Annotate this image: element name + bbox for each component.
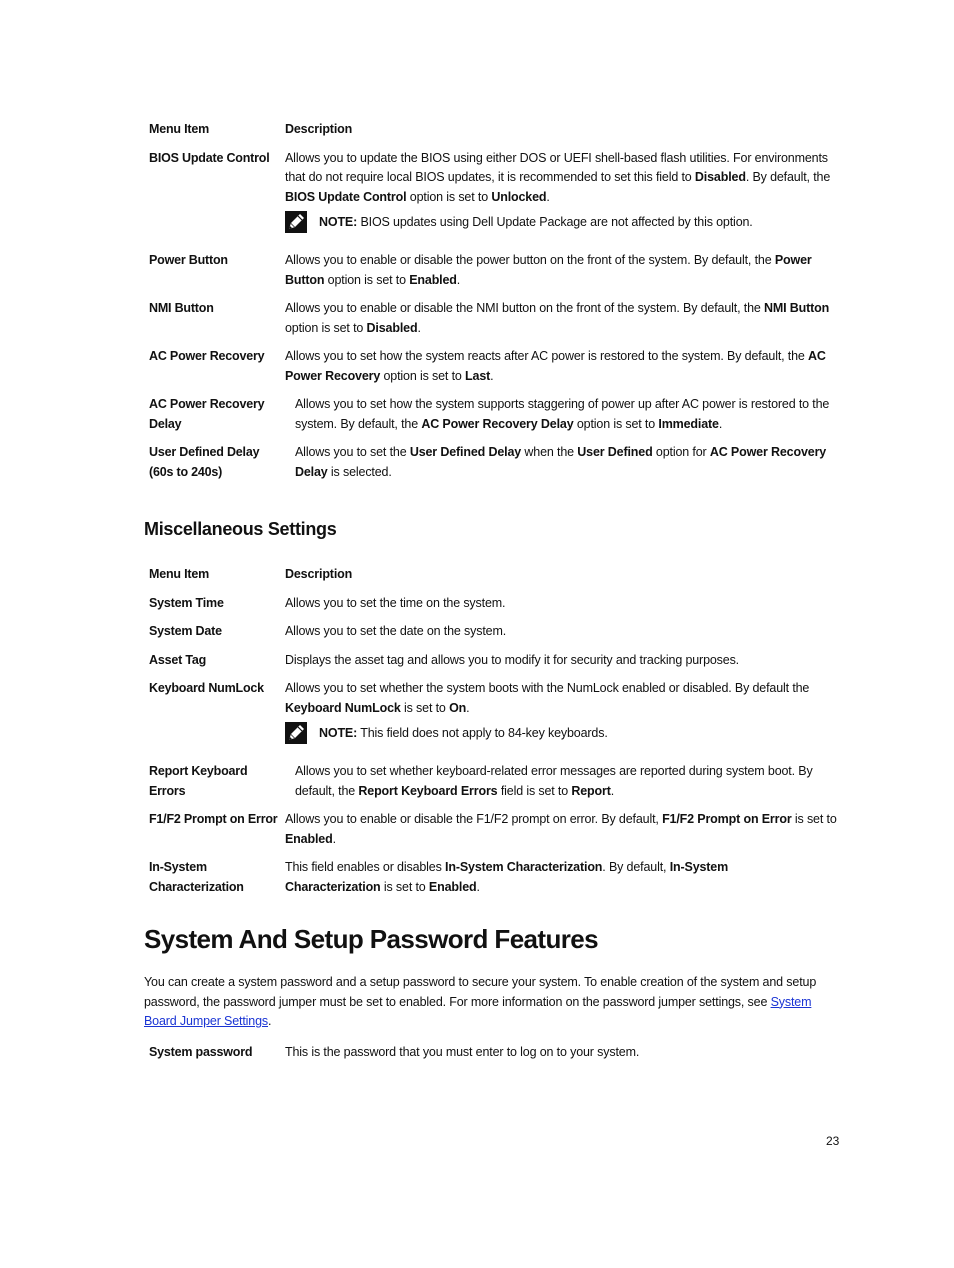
- table-row-system-password: [149, 1043, 839, 1063]
- table-row-f1f2-prompt: [149, 810, 839, 849]
- table-row-system-time: [149, 594, 839, 614]
- menu-item-label: System Time: [149, 595, 224, 610]
- menu-item-label: Report Keyboard Errors: [149, 764, 248, 798]
- menu-item-description: Displays the asset tag and allows you to modify it for security and tracking purposes.: [285, 652, 739, 667]
- menu-item-label: System password: [149, 1045, 253, 1059]
- menu-item-label: F1/F2 Prompt on Error: [149, 812, 278, 826]
- menu-item-label: In-System Characterization: [149, 860, 244, 894]
- misc-settings-heading: Miscellaneous Settings: [144, 519, 337, 539]
- menu-item-description: Allows you to set whether keyboard-related error messages are reported during system boot. By default, the Report Keyboard Errors field is set to Report.: [295, 764, 813, 798]
- menu-item-label: BIOS Update Control: [149, 150, 270, 165]
- bios-settings-table: [149, 120, 839, 482]
- menu-item-description: This field enables or disables In-System Characterization. By default, In-System Characterization is set to Enabled.: [285, 860, 729, 894]
- description-header: Description: [285, 567, 353, 581]
- menu-item-description: Allows you to set the time on the system.: [285, 595, 506, 610]
- description-header: Description: [285, 122, 353, 136]
- menu-item-description: Allows you to enable or disable the power button on the front of the system. By default, the Power Button option is set to Enabled.: [285, 253, 812, 287]
- menu-item-label: Asset Tag: [149, 652, 207, 667]
- menu-item-description: Allows you to enable or disable the NMI button on the front of the system. By default, the NMI Button option is set to Disabled.: [285, 301, 830, 335]
- table-header-row: [149, 565, 839, 585]
- table-row-bios-update-control: [149, 149, 839, 242]
- menu-item-label: User Defined Delay (60s to 240s): [149, 445, 260, 479]
- table-row-ac-power-recovery: [149, 347, 839, 386]
- table-row-in-system-characterization: [149, 858, 839, 897]
- menu-item-label: AC Power Recovery Delay: [149, 397, 265, 431]
- table-row-power-button: [149, 251, 839, 290]
- menu-item-description: Allows you to set the date on the system.: [285, 624, 507, 638]
- menu-item-description: Allows you to set how the system reacts after AC power is restored to the system. By default, the AC Power Recovery option is set to Last.: [285, 349, 826, 383]
- menu-item-header: Menu Item: [149, 567, 210, 581]
- menu-item-label: System Date: [149, 624, 222, 638]
- password-section-intro: You can create a system password and a setup password to secure your system. To enable creation of the system and setup password, the password jumper must be set to enabled. For more information on the password jumper settings, see System Board Jumper Settings.: [144, 975, 817, 1028]
- system-board-jumper-settings-link[interactable]: System Board Jumper Settings: [144, 994, 812, 1028]
- menu-item-description: Allows you to set whether the system boots with the NumLock enabled or disabled. By default the Keyboard NumLock is set to On. NOTE: This field does not apply to 84-key keyboards.: [285, 679, 839, 752]
- note-callout: NOTE: This field does not apply to 84-key keyboards.: [285, 724, 839, 744]
- menu-item-description: Allows you to update the BIOS using either DOS or UEFI shell-based flash utilities. For environments that do not require local BIOS updates, it is recommended to set this field to Disabled. By default, the BIOS Update Control option is set to Unlocked. NOTE: BIOS updates using Dell Update Package are not affected by this option.: [285, 149, 839, 242]
- menu-item-description: This is the password that you must enter to log on to your system.: [285, 1045, 640, 1059]
- menu-item-label: NMI Button: [149, 301, 214, 315]
- table-row-nmi-button: [149, 299, 839, 338]
- note-pencil-icon: [285, 722, 307, 744]
- table-row-system-date: [149, 622, 839, 642]
- note-callout: NOTE: BIOS updates using Dell Update Package are not affected by this option.: [285, 213, 839, 233]
- table-row-ac-power-recovery-delay: [149, 395, 839, 434]
- menu-item-label: Power Button: [149, 253, 228, 267]
- menu-item-description: Allows you to set the User Defined Delay when the User Defined option for AC Power Recovery Delay is selected.: [295, 445, 827, 479]
- menu-item-description: Allows you to set how the system supports staggering of power up after AC power is restored to the system. By default, the AC Power Recovery Delay option is set to Immediate.: [295, 397, 830, 431]
- table-header-row: [149, 120, 839, 140]
- note-pencil-icon: [285, 211, 307, 233]
- table-row-user-defined-delay: [149, 443, 839, 482]
- misc-settings-table: [149, 565, 839, 897]
- password-section-title: System And Setup Password Features: [144, 924, 598, 954]
- menu-item-header: Menu Item: [149, 122, 210, 136]
- menu-item-description: Allows you to enable or disable the F1/F2 prompt on error. By default, F1/F2 Prompt on Error is set to Enabled.: [285, 812, 837, 846]
- table-row-report-keyboard-errors: [149, 762, 839, 801]
- password-table: [149, 1043, 839, 1063]
- menu-item-label: AC Power Recovery: [149, 349, 265, 363]
- table-row-keyboard-numlock: [149, 679, 839, 752]
- menu-item-label: Keyboard NumLock: [149, 681, 264, 695]
- table-row-asset-tag: [149, 651, 839, 671]
- page-number: 23: [826, 1134, 840, 1148]
